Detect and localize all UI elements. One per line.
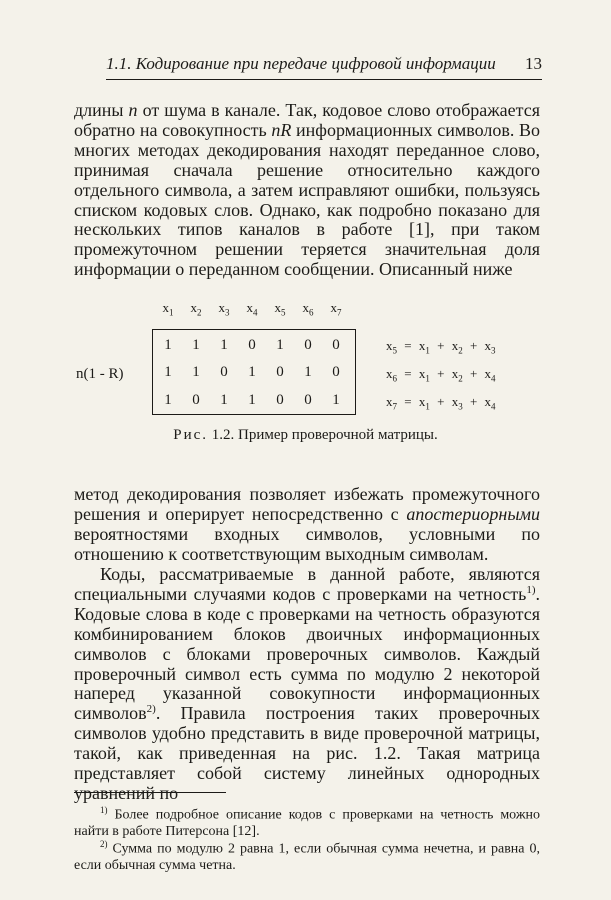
column-label: $x_4$: [246, 300, 258, 318]
matrix-cell: 0: [276, 392, 284, 408]
parity-equation: $x_7 = x_1 + x_3 + x_4$: [386, 394, 496, 412]
footnote-ref: 2): [146, 703, 156, 716]
matrix-cell: 1: [304, 364, 312, 380]
matrix-cell: 1: [164, 364, 172, 380]
column-label: $x_3$: [218, 300, 230, 318]
matrix-cell: 1: [220, 337, 228, 353]
matrix-cell: 1: [164, 392, 172, 408]
paragraph-3: Коды, рассматриваемые в данной работе, являются специальными случаями кодов с проверками на четность$^{1)}$. Кодовые слова в коде с проверками на четность образуются комбинированием блоков двоичных информационных символов с блоками проверочных символов. Каждый проверочный символ есть сумма по модулю 2 некоторой наперед указанной совокупности информационных символов$^{2)}$. Правила построения таких проверочных символов удобно представить в виде проверочной матрицы, такой, как приведенная на рис. 1.2. Такая матрица представляет собой систему линейных однородных уравнений по: [74, 564, 540, 803]
matrix-cell: 0: [332, 364, 340, 380]
matrix-cell: 1: [332, 392, 340, 408]
column-label: $x_5$: [274, 300, 286, 318]
paragraph-2: метод декодирования позволяет избежать промежуточного решения и оперирует непосредственно с апостериорными вероятностями входных символов, условными по отношению к соответствующим выходным символам.: [74, 484, 540, 564]
figure-caption: Рис. 1.2. Пример проверочной матрицы.: [173, 427, 438, 443]
parity-equation: $x_6 = x_1 + x_2 + x_4$: [386, 366, 496, 384]
footnote-ref: 1): [526, 583, 536, 596]
row-count-label: n(1 - R): [76, 366, 124, 382]
paragraph-1: длины n от шума в канале. Так, кодовое слово отображается обратно на совокупность nR информационных символов. Во многих методах декодирования находят переданное слово, принимая сначала решение относительно каждого отдельного символа, а затем исправляют ошибки, пользуясь списком кодовых слов. Однако, как подробно показано для нескольких типов каналов в работе [1], при таком промежуточном решении теряется значительная доля информации о переданном сообщении. Описанный ниже: [74, 100, 540, 280]
matrix-cell: 1: [248, 392, 256, 408]
matrix-cell: 0: [304, 392, 312, 408]
page-number: 13: [525, 54, 542, 73]
matrix-cell: 1: [220, 392, 228, 408]
parity-equation: $x_5 = x_1 + x_2 + x_3$: [386, 338, 496, 356]
matrix-cell: 0: [332, 337, 340, 353]
matrix-cell: 0: [248, 337, 256, 353]
matrix-frame: [152, 329, 356, 415]
header-title: 1.1. Кодирование при передаче цифровой информации: [106, 54, 496, 73]
matrix-cell: 1: [164, 337, 172, 353]
column-label: $x_7$: [330, 300, 342, 318]
column-label: $x_6$: [302, 300, 314, 318]
matrix-cell: 1: [192, 364, 200, 380]
matrix-cell: 0: [304, 337, 312, 353]
matrix-cell: 1: [248, 364, 256, 380]
column-label: $x_2$: [190, 300, 202, 318]
matrix-cell: 0: [192, 392, 200, 408]
running-header: [106, 54, 542, 80]
column-label: $x_1$: [162, 300, 174, 318]
matrix-cell: 0: [220, 364, 228, 380]
footnote-2: $^{2)}$ Сумма по модулю 2 равна 1, если обычная сумма нечетна, и равна 0, если обычная сумма четна.: [74, 839, 540, 874]
matrix-cell: 0: [276, 364, 284, 380]
footnote-1: $^{1)}$ Более подробное описание кодов с проверками на четность можно найти в работе Питерсона [12].: [74, 805, 540, 840]
footnote-divider: [74, 792, 226, 793]
matrix-cell: 1: [192, 337, 200, 353]
matrix-cell: 1: [276, 337, 284, 353]
